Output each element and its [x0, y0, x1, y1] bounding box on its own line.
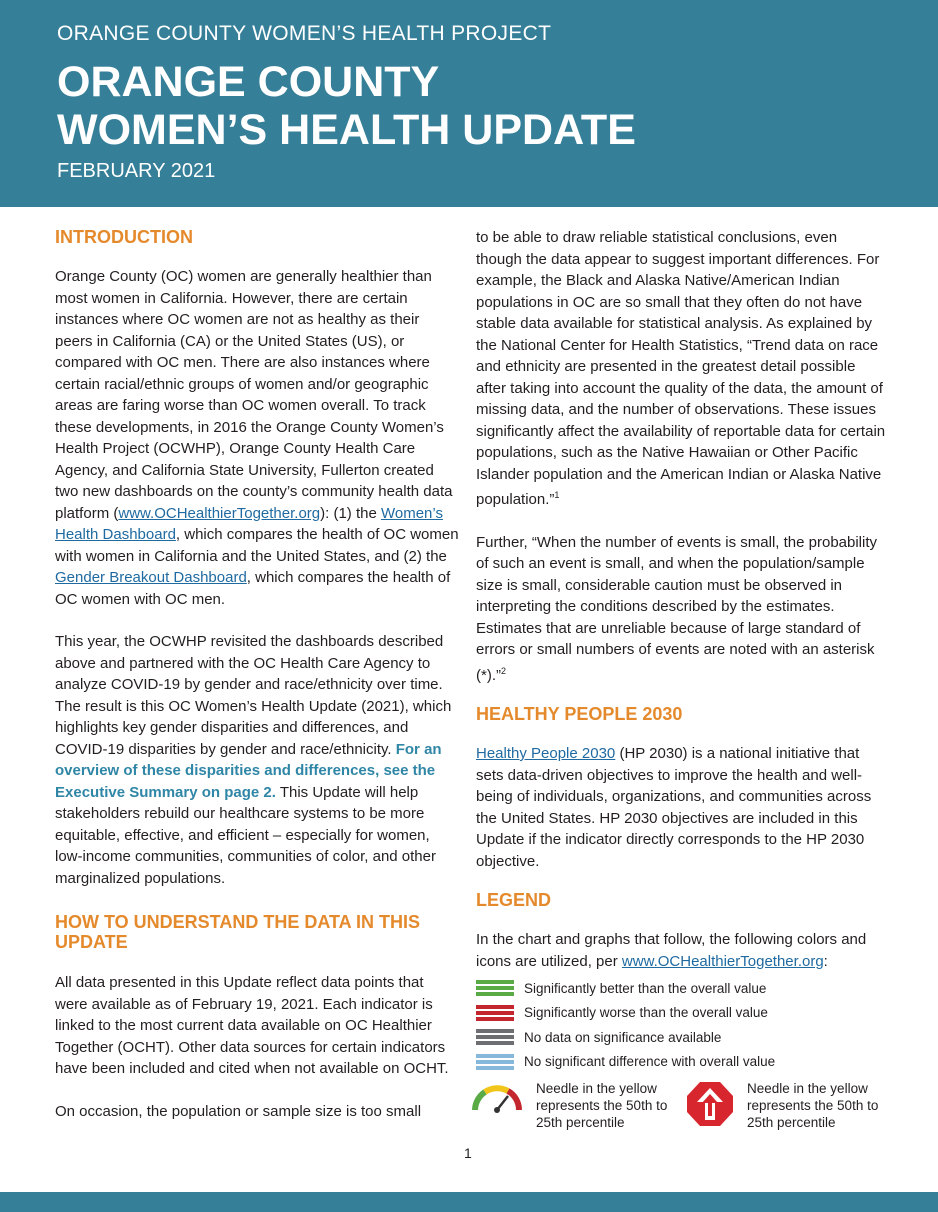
- ochealthiertogether-link[interactable]: www.OCHealthierTogether.org: [118, 504, 321, 522]
- left-column: [55, 227, 460, 1122]
- legend-heading: LEGEND: [476, 890, 552, 910]
- legend-intro-text-a: In the chart and graphs that follow, the following colors and icons are utilized, per: [476, 931, 867, 970]
- org-name: ORANGE COUNTY WOMEN’S HEALTH PROJECT: [57, 22, 552, 45]
- green-bars-icon: [476, 980, 514, 996]
- legend-intro: [476, 929, 886, 972]
- page-title: [57, 58, 636, 154]
- publication-date: FEBRUARY 2021: [57, 160, 216, 182]
- legend-list: [476, 976, 886, 1074]
- header-banner: [0, 0, 938, 207]
- gauge-legend: [470, 1080, 685, 1131]
- intro-p2-text-b: This Update will help stakeholders rebuild our healthcare systems to be more equitable, effective, and efficient – especially for women, low-income communities, communities of color, and other marginalized populations.: [55, 783, 436, 887]
- understand-paragraph-2-start: On occasion, the population or sample size is too small: [55, 1102, 422, 1120]
- blue-bars-icon: [476, 1054, 514, 1070]
- legend-ochealthiertogether-link[interactable]: www.OCHealthierTogether.org: [621, 952, 824, 970]
- understand-heading: HOW TO UNDERSTAND THE DATA IN THIS UPDATE: [55, 912, 420, 952]
- legend-label-worse: Significantly worse than the overall value: [524, 1005, 768, 1020]
- footnote-2-marker: 2: [501, 665, 507, 676]
- page-number: 1: [464, 1145, 472, 1161]
- legend-intro-text-b: :: [823, 952, 828, 970]
- intro-p2-text-a: This year, the OCWHP revisited the dashboards described above and partnered with the OC Health Care Agency to analyze COVID-19 by gender and race/ethnicity over time. The result is this OC Women’s Health Update (2021), which highlights key gender disparities and differences, and COVID-19 disparities by gender and race/ethnicity.: [55, 633, 452, 758]
- intro-text-c: , which compares the health of OC women with women in California and the United States, and (2) the: [55, 526, 459, 565]
- trend-arrow-icon: [685, 1080, 735, 1128]
- understand-paragraph-2-continued: [476, 227, 886, 511]
- title-line-2: WOMEN’S HEALTH UPDATE: [57, 106, 636, 154]
- understand-paragraph-3: [476, 532, 886, 687]
- gauge-icon: [470, 1080, 524, 1114]
- hp2030-paragraph: [476, 743, 886, 872]
- hp2030-text: (HP 2030) is a national initiative that sets data-driven objectives to improve the health and well-being of individuals, organizations, and communities across the United States. HP 2030 objectives are included in this Update if the indicator directly corresponds to the HP 2030 objective.: [476, 745, 872, 870]
- intro-text-b: ): (1) the: [320, 504, 381, 522]
- legend-label-no-difference: No significant difference with overall value: [524, 1054, 776, 1069]
- footer-bar: [0, 1192, 938, 1212]
- intro-text-a: Orange County (OC) women are generally healthier than most women in California. However, there are certain instances where OC women are not as healthy as their peers in California (CA) or the United States (US), or compared with OC men. There are also instances where certain racial/ethnic groups of women and/or geographic areas are faring worse than OC women overall. To track these developments, in 2016 the Orange County Women’s Health Project (OCWHP), Orange County Health Care Agency, and California State University, Fullerton created two new dashboards on the county’s community health data platform (: [55, 268, 453, 522]
- legend-label-no-data: No data on significance available: [524, 1029, 722, 1045]
- legend-item-no-difference: [476, 1050, 886, 1075]
- red-bars-icon: [476, 1005, 514, 1021]
- intro-heading: INTRODUCTION: [55, 227, 193, 247]
- understand-p3-text: Further, “When the number of events is small, the probability of such an event is small, and when the population/sample size is small, considerable caution must be observed in interpreting the conditions described by the estimates. Estimates that are unreliable because of large standard of errors or small numbers of events are noted with an asterisk (*).”: [476, 533, 878, 684]
- intro-text-d: , which compares the health of OC women with OC men.: [55, 569, 451, 608]
- footnote-1-marker: 1: [554, 490, 560, 500]
- title-line-1: ORANGE COUNTY: [57, 58, 440, 106]
- gray-bars-icon: [476, 1029, 514, 1045]
- arrow-legend: [685, 1080, 890, 1131]
- legend-item-better: [476, 976, 886, 1001]
- legend-label-better: Significantly better than the overall value: [524, 980, 767, 996]
- gauge-legend-text: Needle in the yellow represents the 50th to 25th percentile: [536, 1081, 668, 1130]
- icon-legend: [470, 1080, 890, 1131]
- womens-health-dashboard-link[interactable]: Women’s Health Dashboard: [55, 504, 443, 543]
- intro-paragraph-2: [55, 631, 460, 889]
- legend-item-worse: [476, 1001, 886, 1026]
- healthy-people-2030-link[interactable]: Healthy People 2030: [476, 745, 616, 762]
- intro-paragraph-1: [55, 266, 460, 610]
- hp2030-heading: HEALTHY PEOPLE 2030: [476, 704, 683, 724]
- executive-summary-callout: For an overview of these disparities and differences, see the Executive Summary on page 2.: [55, 740, 442, 801]
- arrow-legend-text: Needle in the yellow represents the 50th to 25th percentile: [747, 1081, 879, 1130]
- understand-paragraph-1: All data presented in this Update reflect data points that were available as of February 19, 2021. Each indicator is linked to the most current data available on OC Healthier Together (OCHT). Other data sources for certain indicators have been included and cited when not available on OCHT.: [55, 974, 449, 1077]
- understand-p2-text: to be able to draw reliable statistical conclusions, even though the data appear to suggest important differences. For example, the Black and Alaska Native/American Indian populations in OC are so small that they often do not have stable data available for statistical analysis. As explained by the National Center for Health Statistics, “Trend data on race and ethnicity are presented in the greatest detail possible after taking into account the quality of the data, the amount of missing data, and the number of observations. These issues significantly affect the availability of reportable data for certain populations, such as the Native Hawaiian or Other Pacific Islander population and the American Indian or Alaska Native population.”: [476, 229, 886, 508]
- right-column: [476, 227, 886, 1074]
- legend-item-no-data: [476, 1025, 886, 1050]
- gender-breakout-dashboard-link[interactable]: Gender Breakout Dashboard: [55, 569, 247, 586]
